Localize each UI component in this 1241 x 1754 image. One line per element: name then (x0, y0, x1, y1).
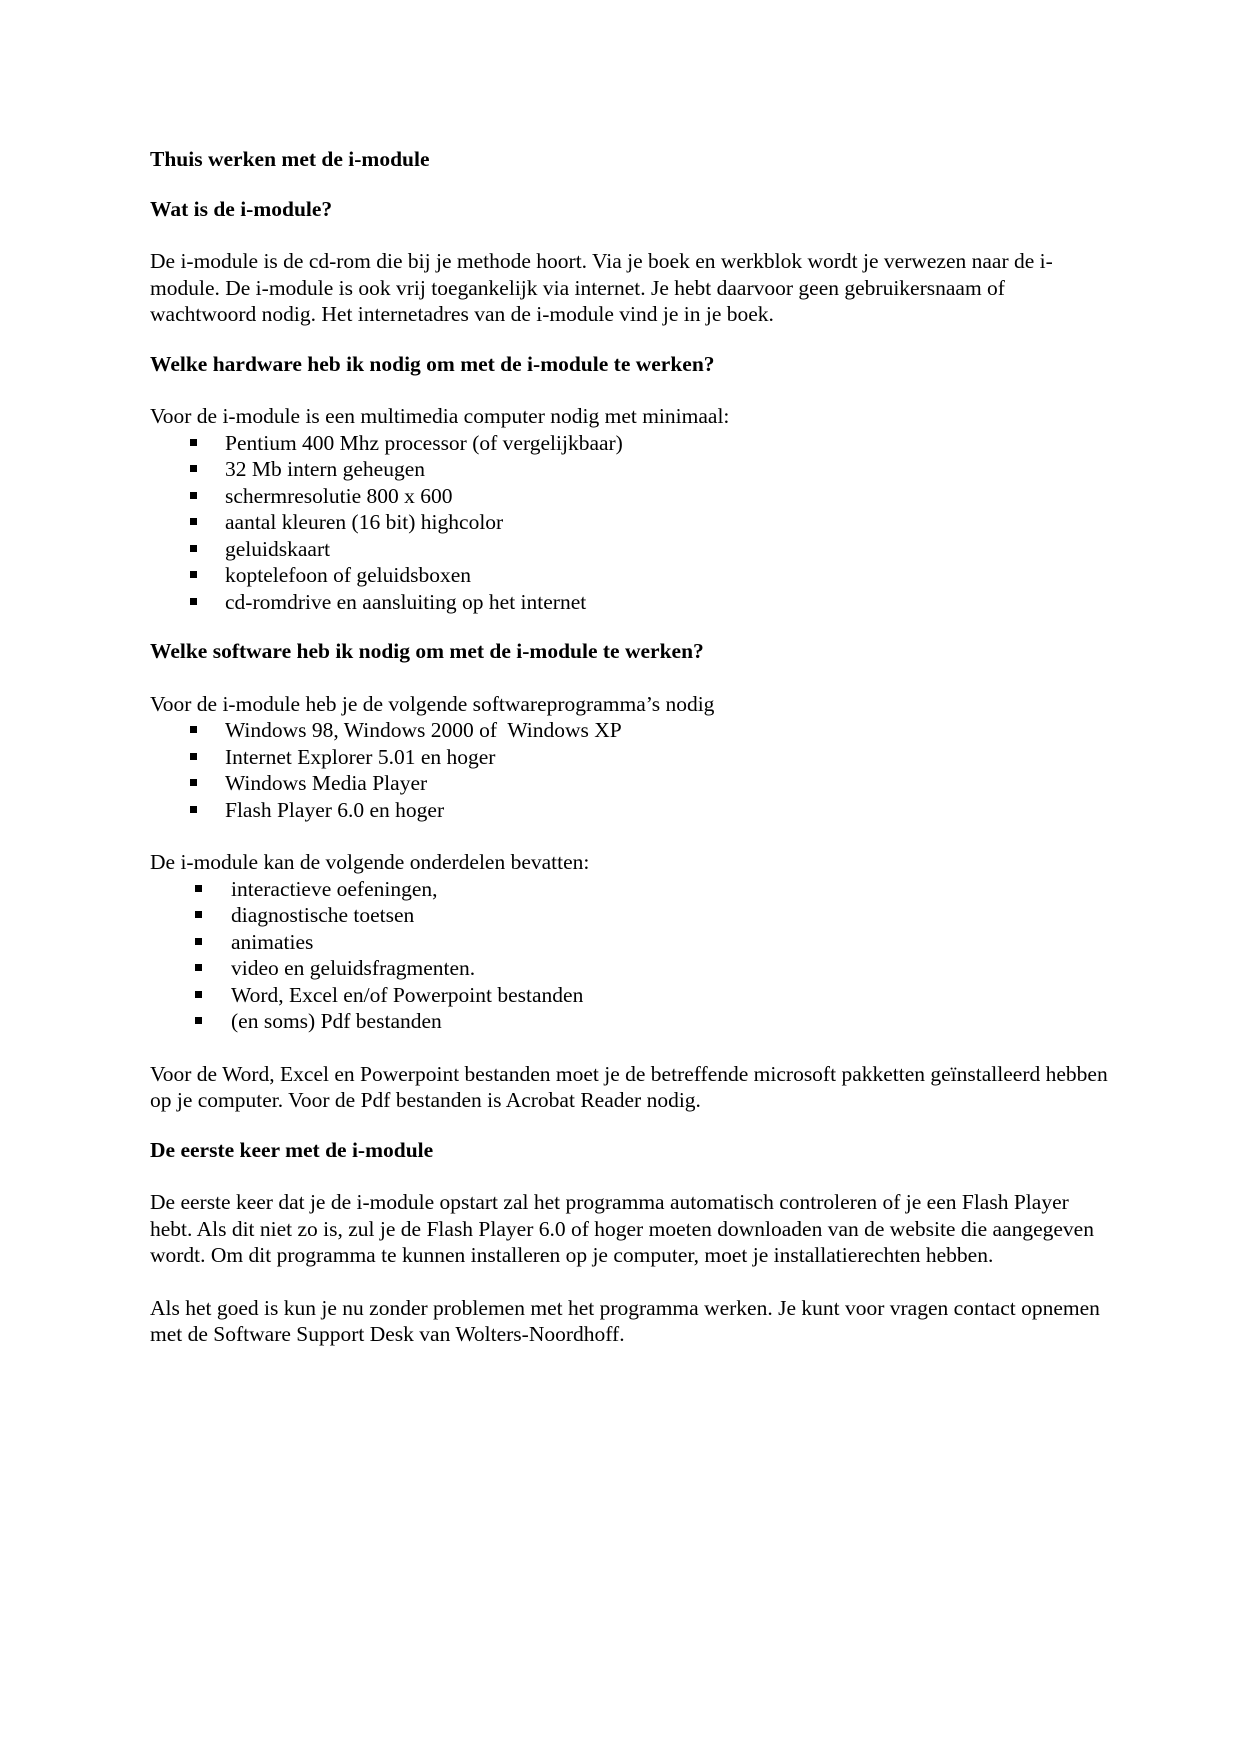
heading-first-time: De eerste keer met de i-module (150, 1137, 434, 1162)
bullet-icon (190, 598, 197, 605)
bullet-icon (195, 885, 202, 892)
list-item: Flash Player 6.0 en hoger (150, 797, 1110, 824)
list-item: koptelefoon of geluidsboxen (150, 562, 1110, 589)
list-item: interactieve oefeningen, (150, 876, 1110, 903)
list-item: Windows Media Player (150, 770, 1110, 797)
list-item: Windows 98, Windows 2000 of Windows XP (150, 717, 1110, 744)
paragraph-software-note: Voor de Word, Excel en Powerpoint bestanden moet je de betreffende microsoft pakketten geïnstalleerd hebben op je computer. Voor de Pdf bestanden is Acrobat Reader nodig. (150, 1061, 1108, 1112)
bullet-icon (195, 1017, 202, 1024)
list-item: Word, Excel en/of Powerpoint bestanden (150, 982, 1110, 1009)
bullet-icon (195, 911, 202, 918)
heading-what-is: Wat is de i-module? (150, 196, 333, 221)
software-intro: Voor de i-module heb je de volgende softwareprogramma’s nodig (150, 691, 715, 716)
document-title: Thuis werken met de i-module (150, 147, 430, 171)
list-item: Pentium 400 Mhz processor (of vergelijkbaar) (150, 430, 1110, 457)
list-item: (en soms) Pdf bestanden (150, 1008, 1110, 1035)
bullet-icon (190, 545, 197, 552)
bullet-icon (190, 518, 197, 525)
bullet-icon (190, 571, 197, 578)
bullet-icon (190, 779, 197, 786)
hardware-list (150, 430, 1110, 616)
bullet-icon (190, 806, 197, 813)
bullet-icon (190, 465, 197, 472)
list-item: video en geluidsfragmenten. (150, 955, 1110, 982)
list-item: 32 Mb intern geheugen (150, 456, 1110, 483)
bullet-icon (195, 964, 202, 971)
hardware-intro: Voor de i-module is een multimedia computer nodig met minimaal: (150, 404, 730, 428)
bullet-icon (190, 492, 197, 499)
paragraph-first-time: De eerste keer dat je de i-module opstart zal het programma automatisch controleren of je een Flash Player hebt. Als dit niet zo is, zul je de Flash Player 6.0 of hoger moeten downloaden van de website die aangegeven wordt. Om dit programma te kunnen installeren op je computer, moet je installatierechten hebben. (150, 1190, 1094, 1267)
paragraph-closing: Als het goed is kun je nu zonder problemen met het programma werken. Je kunt voor vragen contact opnemen met de Software Support Desk van Wolters-Noordhoff. (150, 1295, 1100, 1346)
heading-software: Welke software heb ik nodig om met de i-module te werken? (150, 639, 704, 663)
parts-intro: De i-module kan de volgende onderdelen bevatten: (150, 850, 590, 874)
paragraph-what-is: De i-module is de cd-rom die bij je methode hoort. Via je boek en werkblok wordt je verwezen naar de i-module. De i-module is ook vrij toegankelijk via internet. Je hebt daarvoor geen gebruikersnaam of wachtwoord nodig. Het internetadres van de i-module vind je in je boek. (150, 249, 1053, 326)
list-item: aantal kleuren (16 bit) highcolor (150, 509, 1110, 536)
bullet-icon (190, 439, 197, 446)
heading-hardware: Welke hardware heb ik nodig om met de i-module te werken? (150, 351, 715, 376)
bullet-icon (195, 938, 202, 945)
list-item: diagnostische toetsen (150, 902, 1110, 929)
list-item: geluidskaart (150, 536, 1110, 563)
bullet-icon (190, 726, 197, 733)
bullet-icon (190, 753, 197, 760)
list-item: animaties (150, 929, 1110, 956)
parts-list (150, 876, 1110, 1035)
list-item: Internet Explorer 5.01 en hoger (150, 744, 1110, 771)
document-page (150, 146, 1110, 1348)
bullet-icon (195, 991, 202, 998)
list-item: schermresolutie 800 x 600 (150, 483, 1110, 510)
software-list (150, 717, 1110, 823)
list-item: cd-romdrive en aansluiting op het internet (150, 589, 1110, 616)
